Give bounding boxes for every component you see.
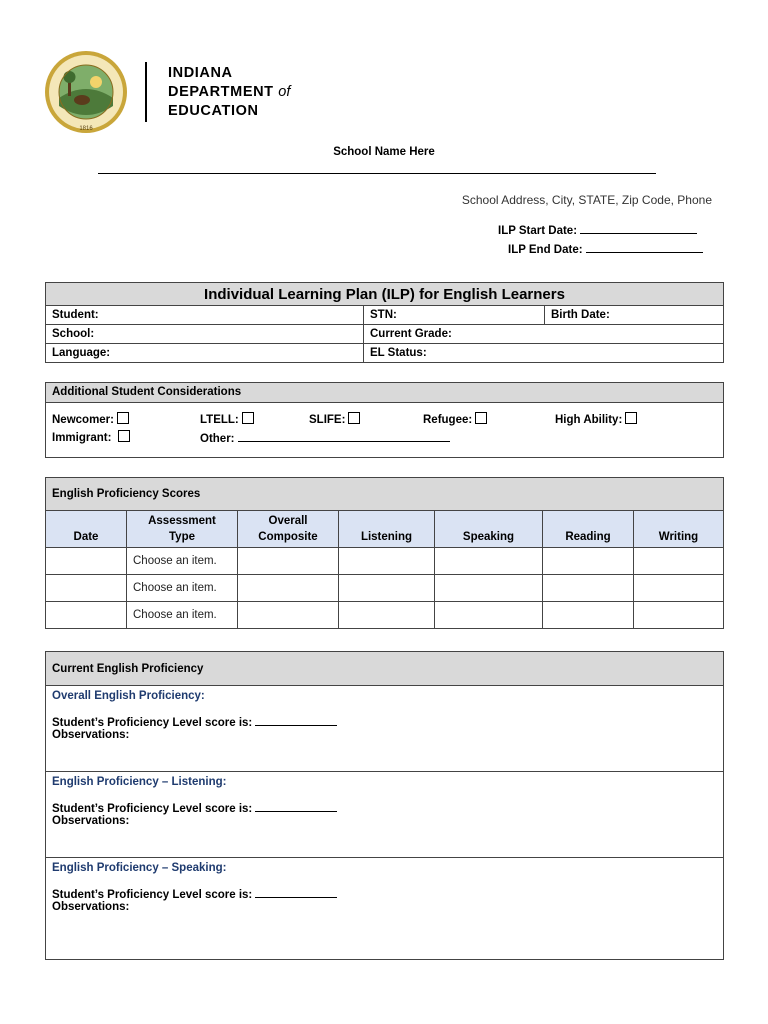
reading-cell[interactable] — [543, 602, 634, 629]
ilp-start-field[interactable] — [580, 222, 697, 234]
org-line-3: EDUCATION — [168, 103, 259, 119]
refugee-checkbox[interactable] — [475, 412, 487, 424]
ilp-start-label: ILP Start Date: — [498, 225, 578, 237]
school-name-underline — [98, 173, 656, 174]
listening-cell[interactable] — [339, 548, 435, 575]
table-row — [46, 548, 724, 575]
overall-proficiency-section[interactable] — [46, 686, 724, 772]
section-title: Overall English Proficiency: — [52, 690, 205, 702]
scores-title: English Proficiency Scores — [46, 478, 724, 511]
other-label: Other: — [200, 433, 235, 445]
writing-cell[interactable] — [634, 548, 724, 575]
reading-cell[interactable] — [543, 575, 634, 602]
observations-label: Observations: — [52, 729, 130, 741]
col-overall-composite: Overall Composite — [238, 511, 339, 548]
reading-cell[interactable] — [543, 548, 634, 575]
high-ability-label: High Ability: — [555, 414, 623, 426]
slife-label: SLIFE: — [309, 414, 346, 426]
el-status-field[interactable]: EL Status: — [364, 344, 724, 363]
observations-label: Observations: — [52, 815, 130, 827]
table-row — [46, 602, 724, 629]
ilp-start-date — [498, 222, 697, 237]
newcomer-checkbox[interactable] — [117, 412, 129, 424]
english-proficiency-scores-table — [45, 477, 724, 629]
other-field[interactable] — [238, 430, 450, 442]
date-cell[interactable] — [46, 602, 127, 629]
org-line-1: INDIANA — [168, 65, 233, 81]
col-assessment-type: Assessment Type — [127, 511, 238, 548]
refugee-label: Refugee: — [423, 414, 473, 426]
stn-field[interactable]: STN: — [364, 306, 545, 325]
assessment-type-dropdown[interactable]: Choose an item. — [127, 602, 238, 629]
speaking-proficiency-section[interactable] — [46, 858, 724, 960]
date-cell[interactable] — [46, 575, 127, 602]
score-field[interactable] — [255, 714, 337, 726]
birth-date-field[interactable]: Birth Date: — [545, 306, 724, 325]
ilp-end-field[interactable] — [586, 241, 703, 253]
date-cell[interactable] — [46, 548, 127, 575]
score-label: Student’s Proficiency Level score is: — [52, 886, 717, 901]
ilp-end-date — [508, 241, 703, 256]
col-writing: Writing — [634, 511, 724, 548]
col-reading: Reading — [543, 511, 634, 548]
overall-cell[interactable] — [238, 548, 339, 575]
writing-cell[interactable] — [634, 602, 724, 629]
col-speaking: Speaking — [435, 511, 543, 548]
col-listening: Listening — [339, 511, 435, 548]
listening-cell[interactable] — [339, 602, 435, 629]
speaking-cell[interactable] — [435, 602, 543, 629]
section-title: English Proficiency – Listening: — [52, 776, 227, 788]
org-line-2-of: of — [278, 84, 291, 100]
col-date: Date — [46, 511, 127, 548]
school-field[interactable]: School: — [46, 325, 364, 344]
score-label: Student’s Proficiency Level score is: — [52, 800, 717, 815]
current-title: Current English Proficiency — [46, 652, 724, 686]
assessment-type-dropdown[interactable]: Choose an item. — [127, 575, 238, 602]
indiana-state-seal — [44, 50, 128, 134]
speaking-cell[interactable] — [435, 548, 543, 575]
ltell-label: LTELL: — [200, 414, 239, 426]
section-title: English Proficiency – Speaking: — [52, 862, 227, 874]
high-ability-checkbox[interactable] — [625, 412, 637, 424]
assessment-type-dropdown[interactable]: Choose an item. — [127, 548, 238, 575]
slife-checkbox[interactable] — [348, 412, 360, 424]
writing-cell[interactable] — [634, 575, 724, 602]
table-row — [46, 575, 724, 602]
current-grade-field[interactable]: Current Grade: — [364, 325, 724, 344]
student-field[interactable]: Student: — [46, 306, 364, 325]
school-name[interactable]: School Name Here — [333, 146, 435, 158]
score-field[interactable] — [255, 800, 337, 812]
language-field[interactable]: Language: — [46, 344, 364, 363]
overall-cell[interactable] — [238, 575, 339, 602]
ilp-info-table — [45, 282, 724, 363]
considerations-title: Additional Student Considerations — [46, 383, 723, 403]
header-divider — [145, 62, 147, 122]
ltell-checkbox[interactable] — [242, 412, 254, 424]
immigrant-label: Immigrant: — [52, 432, 112, 444]
score-field[interactable] — [255, 886, 337, 898]
school-address[interactable]: School Address, City, STATE, Zip Code, Phone — [461, 193, 712, 207]
department-logo-text — [168, 64, 290, 121]
speaking-cell[interactable] — [435, 575, 543, 602]
ilp-end-label: ILP End Date: — [508, 244, 583, 256]
observations-label: Observations: — [52, 901, 130, 913]
listening-proficiency-section[interactable] — [46, 772, 724, 858]
listening-cell[interactable] — [339, 575, 435, 602]
student-considerations-box — [45, 382, 724, 458]
immigrant-checkbox[interactable] — [118, 430, 130, 442]
overall-cell[interactable] — [238, 602, 339, 629]
current-english-proficiency-table — [45, 651, 724, 960]
org-line-2: DEPARTMENT — [168, 84, 274, 100]
ilp-title: Individual Learning Plan (ILP) for English Learners — [46, 283, 724, 306]
seal-year: 1816 — [79, 126, 93, 132]
score-label: Student’s Proficiency Level score is: — [52, 714, 717, 729]
newcomer-label: Newcomer: — [52, 414, 114, 426]
